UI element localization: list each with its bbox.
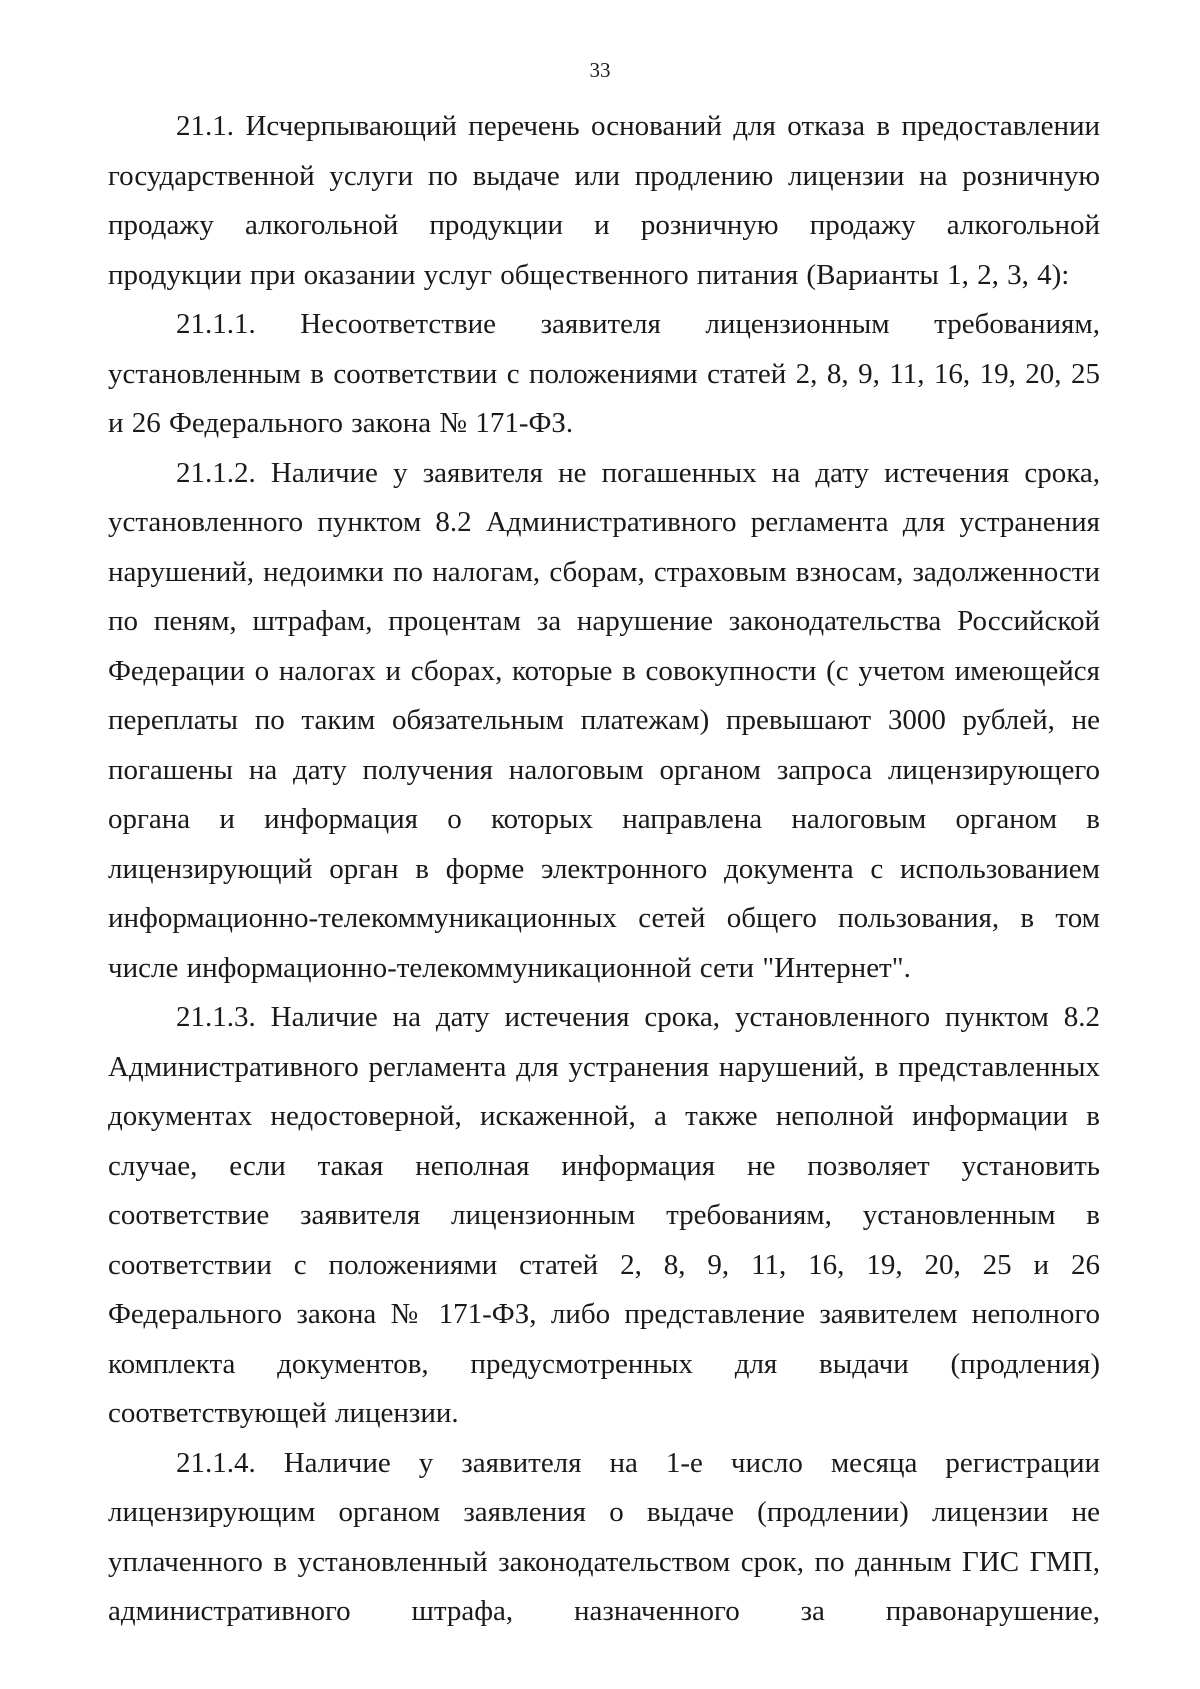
page-number: 33 <box>589 58 611 82</box>
paragraph-21-1-2: 21.1.2. Наличие у заявителя не погашенных на дату истечения срока, установленного пунктом 8.2 Административного регламента для устранения нарушений, недоимки по налогам, сборам, страховым взносам, задолженности по пеням, штрафам, процентам за нарушение законодательства Российской Федерации о налогах и сборах, которые в совокупности (с учетом имеющейся переплаты по таким обязательным платежам) превышают 3000 рублей, не погашены на дату получения налоговым органом запроса лицензирующего органа и информация о которых направлена налоговым органом в лицензирующий орган в форме электронного документа с использованием информационно-телекоммуникационных сетей общего пользования, в том числе информационно-телекоммуникационной сети "Интернет". <box>108 456 1100 984</box>
paragraph-21-1: 21.1. Исчерпывающий перечень оснований для отказа в предоставлении государственной услуги по выдаче или продлению лицензии на розничную продажу алкогольной продукции и розничную продажу алкогольной продукции при оказании услуг общественного питания (Варианты 1, 2, 3, 4): <box>108 110 1100 291</box>
paragraph-21-1-4: 21.1.4. Наличие у заявителя на 1-е число месяца регистрации лицензирующим органом заявления о выдаче (продлении) лицензии не уплаченного в установленный законодательством срок, по данным ГИС ГМП, административного штрафа, назначенного за правонарушение, <box>108 1446 1100 1627</box>
paragraph-21-1-3: 21.1.3. Наличие на дату истечения срока, установленного пунктом 8.2 Административного регламента для устранения нарушений, в представленных документах недостоверной, искаженной, а также неполной информации в случае, если такая неполная информация не позволяет установить соответствие заявителя лицензионным требованиям, установленным в соответствии с положениями статей 2, 8, 9, 11, 16, 19, 20, 25 и 26 Федерального закона № 171-ФЗ, либо представление заявителем неполного комплекта документов, предусмотренных для выдачи (продления) соответствующей лицензии. <box>108 1001 1100 1429</box>
paragraph-21-1-1: 21.1.1. Несоответствие заявителя лицензионным требованиям, установленным в соответствии с положениями статей 2, 8, 9, 11, 16, 19, 20, 25 и 26 Федерального закона № 171-ФЗ. <box>108 308 1100 439</box>
document-body <box>108 102 1100 1637</box>
